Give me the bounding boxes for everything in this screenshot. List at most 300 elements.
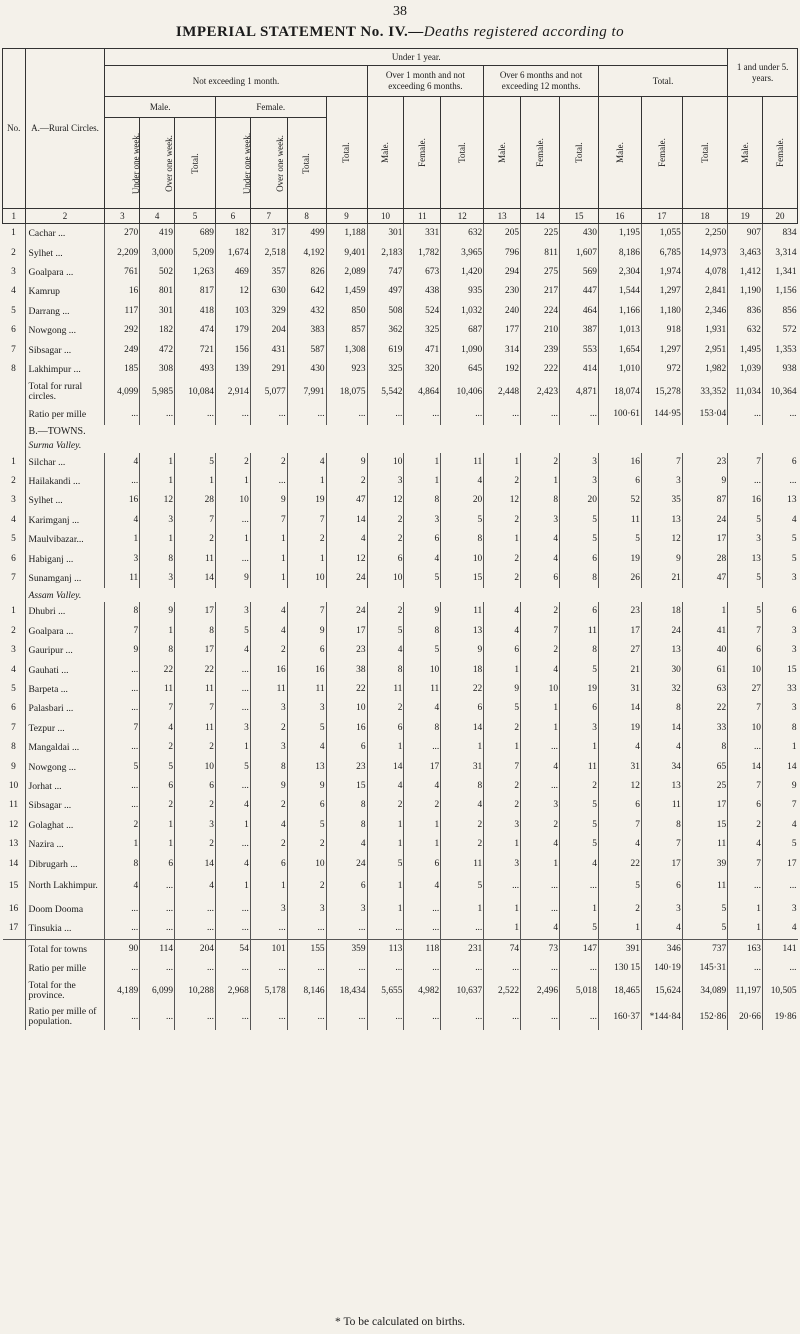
cell-col-12: 4 — [441, 472, 484, 491]
cell-col-14: ... — [521, 1004, 560, 1030]
cell-col-11: 673 — [404, 263, 441, 282]
cell-col-19: 1 — [728, 919, 763, 939]
cell-col-15: ... — [560, 405, 599, 424]
cell-col-3: ... — [105, 796, 140, 815]
cell-col-14: ... — [521, 738, 560, 757]
row-label: Dibrugarh ... — [25, 854, 105, 873]
cell-col-12: 18 — [441, 660, 484, 679]
cell-col-17: 15,624 — [641, 978, 682, 1004]
cell-col-11: ... — [404, 959, 441, 978]
cell-col-13: 6 — [484, 641, 521, 660]
cell-col-11: 1 — [404, 453, 441, 472]
cell-col-4: 308 — [140, 360, 175, 379]
title-main: IMPERIAL STATEMENT No. IV.— — [175, 24, 424, 40]
cell-col-9: 24 — [326, 569, 367, 588]
cell-col-7: 3 — [250, 900, 287, 919]
row-number: 10 — [8, 780, 19, 791]
table-row — [3, 719, 798, 738]
cell-col-13: 4 — [484, 602, 521, 621]
cell-col-15: 5 — [560, 796, 599, 815]
cell-col-5: 7 — [175, 511, 216, 530]
cell-col-14: 4 — [521, 835, 560, 854]
cell-col-12: 4 — [441, 796, 484, 815]
cell-col-8: 19 — [287, 491, 326, 510]
cell-col-7: 1 — [250, 874, 287, 900]
cell-col-11: 8 — [404, 719, 441, 738]
cell-col-15: 11 — [560, 622, 599, 641]
cell-col-4: 1 — [140, 816, 175, 835]
cell-col-4: 5,985 — [140, 379, 175, 405]
cell-col-8: 432 — [287, 302, 326, 321]
cell-col-3: 117 — [105, 302, 140, 321]
cell-col-20: 8 — [762, 719, 797, 738]
row-number — [3, 959, 26, 978]
table-row — [3, 379, 798, 405]
table-row — [3, 796, 798, 815]
cell-col-14: 811 — [521, 243, 560, 262]
cell-col-13: 7 — [484, 757, 521, 776]
cell-col-4: 1 — [140, 622, 175, 641]
row-label: Maulvibazar... — [25, 530, 105, 549]
row-label: Tezpur ... — [25, 719, 105, 738]
cell-col-5: ... — [175, 1004, 216, 1030]
cell-col-20: 938 — [762, 360, 797, 379]
cell-col-19: ... — [728, 405, 763, 424]
cell-col-8: 499 — [287, 224, 326, 244]
cell-col-19: ... — [728, 472, 763, 491]
cell-col-4: 502 — [140, 263, 175, 282]
table-row — [3, 622, 798, 641]
cell-col-12: 1,090 — [441, 340, 484, 359]
table-row — [3, 816, 798, 835]
cell-col-5: 10,288 — [175, 978, 216, 1004]
cell-col-13: ... — [484, 1004, 521, 1030]
cell-col-20: 4 — [762, 511, 797, 530]
table-row — [3, 321, 798, 340]
cell-col-16: 17 — [598, 622, 641, 641]
cell-col-5: 11 — [175, 549, 216, 568]
cell-col-11: ... — [404, 1004, 441, 1030]
cell-col-3: 1 — [105, 835, 140, 854]
cell-col-17: 35 — [641, 491, 682, 510]
cell-col-16: 18,074 — [598, 379, 641, 405]
row-number: 8 — [11, 742, 16, 753]
cell-col-9: 9,401 — [326, 243, 367, 262]
cell-col-19: 14 — [728, 757, 763, 776]
row-label: Surma Valley. — [25, 439, 797, 453]
row-label: Ratio per mille — [25, 959, 105, 978]
row-label: North Lakhimpur. — [25, 874, 105, 900]
cell-col-16: 12 — [598, 777, 641, 796]
cell-col-20: 5 — [762, 530, 797, 549]
cell-col-8: 3 — [287, 900, 326, 919]
row-number — [3, 425, 26, 439]
cell-col-4: 11 — [140, 680, 175, 699]
table-row — [3, 900, 798, 919]
cell-col-5: 5 — [175, 453, 216, 472]
row-label: Gauhati ... — [25, 660, 105, 679]
cell-col-10: 1 — [367, 835, 404, 854]
cell-col-17: 4 — [641, 738, 682, 757]
cell-col-6: 2 — [215, 453, 250, 472]
cell-col-13: 314 — [484, 340, 521, 359]
cell-col-17: 972 — [641, 360, 682, 379]
cell-col-7: 3 — [250, 699, 287, 718]
cell-col-16: 1,195 — [598, 224, 641, 244]
cell-col-16: 52 — [598, 491, 641, 510]
cell-col-17: 140·19 — [641, 959, 682, 978]
cell-col-12: 645 — [441, 360, 484, 379]
cell-col-14: ... — [521, 777, 560, 796]
row-label: Ratio per mille — [25, 405, 105, 424]
cell-col-16: 14 — [598, 699, 641, 718]
cell-col-19: 7 — [728, 622, 763, 641]
cell-col-16: 19 — [598, 549, 641, 568]
cell-col-3: 4 — [105, 874, 140, 900]
table-row — [3, 569, 798, 588]
cell-col-19: 1,495 — [728, 340, 763, 359]
cell-col-8: 13 — [287, 757, 326, 776]
cell-col-5: 17 — [175, 641, 216, 660]
cell-col-3: 16 — [105, 491, 140, 510]
row-number: 5 — [11, 534, 16, 545]
cell-col-9: 18,075 — [326, 379, 367, 405]
cell-col-5: 493 — [175, 360, 216, 379]
cell-col-18: 152·86 — [682, 1004, 727, 1030]
cell-col-20: 1,353 — [762, 340, 797, 359]
cell-col-18: 22 — [682, 699, 727, 718]
cell-col-8: 8,146 — [287, 978, 326, 1004]
cell-col-12: 11 — [441, 453, 484, 472]
cell-col-6: 4 — [215, 796, 250, 815]
cell-col-16: 2,304 — [598, 263, 641, 282]
cell-col-10: ... — [367, 1004, 404, 1030]
cell-col-13: 9 — [484, 680, 521, 699]
cell-col-7: ... — [250, 959, 287, 978]
header-col-9: Total. — [326, 97, 367, 209]
cell-col-17: 13 — [641, 777, 682, 796]
cell-col-14: 275 — [521, 263, 560, 282]
cell-col-3: 7 — [105, 622, 140, 641]
cell-col-7: 3 — [250, 738, 287, 757]
cell-col-4: 2 — [140, 796, 175, 815]
cell-col-10: 508 — [367, 302, 404, 321]
cell-col-18: 87 — [682, 491, 727, 510]
row-number: 6 — [11, 553, 16, 564]
cell-col-18: 5 — [682, 900, 727, 919]
cell-col-17: 9 — [641, 549, 682, 568]
cell-col-13: 205 — [484, 224, 521, 244]
cell-col-7: 16 — [250, 660, 287, 679]
row-number: 17 — [8, 923, 19, 934]
cell-col-9: 923 — [326, 360, 367, 379]
cell-col-13: 2 — [484, 719, 521, 738]
cell-col-4: ... — [140, 405, 175, 424]
cell-col-12: 8 — [441, 777, 484, 796]
column-number: 6 — [215, 209, 250, 224]
cell-col-10: ... — [367, 919, 404, 939]
cell-col-18: 737 — [682, 939, 727, 959]
cell-col-10: 325 — [367, 360, 404, 379]
cell-col-15: 19 — [560, 680, 599, 699]
cell-col-13: 192 — [484, 360, 521, 379]
cell-col-7: 1 — [250, 530, 287, 549]
header-over-6-months: Over 6 months and not exceeding 12 months. — [484, 66, 599, 97]
cell-col-18: 23 — [682, 453, 727, 472]
row-number: 4 — [11, 286, 16, 297]
cell-col-18: 61 — [682, 660, 727, 679]
row-label: Nowgong ... — [25, 321, 105, 340]
footnote: * To be calculated on births. — [335, 1316, 465, 1328]
cell-col-17: 3 — [641, 900, 682, 919]
cell-col-7: 2 — [250, 719, 287, 738]
cell-col-13: 3 — [484, 816, 521, 835]
cell-col-3: ... — [105, 738, 140, 757]
cell-col-10: 5 — [367, 854, 404, 873]
cell-col-3: 90 — [105, 939, 140, 959]
cell-col-11: 4,982 — [404, 978, 441, 1004]
table-row — [3, 641, 798, 660]
cell-col-14: 7 — [521, 622, 560, 641]
cell-col-13: 294 — [484, 263, 521, 282]
cell-col-20: 141 — [762, 939, 797, 959]
cell-col-7: 291 — [250, 360, 287, 379]
column-number: 16 — [598, 209, 641, 224]
table-row — [3, 549, 798, 568]
cell-col-20: 1,156 — [762, 282, 797, 301]
column-number: 17 — [641, 209, 682, 224]
column-number-row — [3, 209, 798, 224]
statement-table-wrapper — [2, 48, 798, 1030]
cell-col-5: 689 — [175, 224, 216, 244]
cell-col-5: 28 — [175, 491, 216, 510]
cell-col-4: 1 — [140, 472, 175, 491]
cell-col-9: 2 — [326, 472, 367, 491]
cell-col-13: 230 — [484, 282, 521, 301]
cell-col-12: 8 — [441, 530, 484, 549]
cell-col-16: 31 — [598, 757, 641, 776]
table-row — [3, 660, 798, 679]
cell-col-20: 9 — [762, 777, 797, 796]
cell-col-4: 472 — [140, 340, 175, 359]
cell-col-8: 1 — [287, 472, 326, 491]
cell-col-12: 1,420 — [441, 263, 484, 282]
cell-col-12: ... — [441, 1004, 484, 1030]
cell-col-11: 118 — [404, 939, 441, 959]
cell-col-9: 24 — [326, 854, 367, 873]
cell-col-15: 6 — [560, 602, 599, 621]
cell-col-20: 14 — [762, 757, 797, 776]
cell-col-3: ... — [105, 699, 140, 718]
row-number: 8 — [11, 363, 16, 374]
table-row — [3, 777, 798, 796]
cell-col-6: 4 — [215, 854, 250, 873]
cell-col-9: 6 — [326, 874, 367, 900]
cell-col-11: 8 — [404, 491, 441, 510]
cell-col-9: 18,434 — [326, 978, 367, 1004]
cell-col-4: 419 — [140, 224, 175, 244]
cell-col-9: 15 — [326, 777, 367, 796]
cell-col-18: 47 — [682, 569, 727, 588]
cell-col-9: 10 — [326, 699, 367, 718]
cell-col-12: 231 — [441, 939, 484, 959]
cell-col-10: 2 — [367, 796, 404, 815]
table-row — [3, 263, 798, 282]
cell-col-11: 471 — [404, 340, 441, 359]
cell-col-6: ... — [215, 405, 250, 424]
cell-col-12: 20 — [441, 491, 484, 510]
cell-col-5: 10 — [175, 757, 216, 776]
cell-col-16: 23 — [598, 602, 641, 621]
row-number: 2 — [11, 625, 16, 636]
row-number — [3, 405, 26, 424]
row-label: Assam Valley. — [25, 588, 797, 602]
cell-col-15: ... — [560, 1004, 599, 1030]
cell-col-9: 17 — [326, 622, 367, 641]
cell-col-5: 11 — [175, 719, 216, 738]
cell-col-14: 6 — [521, 569, 560, 588]
row-label: Nowgong ... — [25, 757, 105, 776]
cell-col-3: 11 — [105, 569, 140, 588]
column-number: 7 — [250, 209, 287, 224]
cell-col-16: 6 — [598, 796, 641, 815]
cell-col-4: 7 — [140, 699, 175, 718]
table-row — [3, 530, 798, 549]
cell-col-7: 6 — [250, 854, 287, 873]
column-number: 20 — [762, 209, 797, 224]
header-total: Total. — [598, 66, 727, 97]
cell-col-16: 31 — [598, 680, 641, 699]
cell-col-15: 5 — [560, 660, 599, 679]
cell-col-11: 1 — [404, 816, 441, 835]
cell-col-20: ... — [762, 874, 797, 900]
cell-col-3: 7 — [105, 719, 140, 738]
header-male-group: Male. — [105, 97, 216, 118]
cell-col-8: 11 — [287, 680, 326, 699]
cell-col-16: 2 — [598, 900, 641, 919]
cell-col-19: 6 — [728, 796, 763, 815]
cell-col-15: ... — [560, 874, 599, 900]
title-italic: Deaths registered according to — [423, 24, 625, 40]
cell-col-6: 179 — [215, 321, 250, 340]
row-number — [3, 978, 26, 1004]
cell-col-15: 6 — [560, 549, 599, 568]
cell-col-8: 587 — [287, 340, 326, 359]
cell-col-19: 10 — [728, 719, 763, 738]
cell-col-13: ... — [484, 959, 521, 978]
cell-col-5: 7 — [175, 699, 216, 718]
column-number: 8 — [287, 209, 326, 224]
row-label: Kamrup — [25, 282, 105, 301]
header-female-group: Female. — [215, 97, 326, 118]
cell-col-8: 5 — [287, 719, 326, 738]
cell-col-18: 1,982 — [682, 360, 727, 379]
row-label: Sibsagar ... — [25, 340, 105, 359]
cell-col-3: 292 — [105, 321, 140, 340]
cell-col-11: ... — [404, 405, 441, 424]
cell-col-14: 239 — [521, 340, 560, 359]
cell-col-3: ... — [105, 405, 140, 424]
table-header — [3, 49, 798, 224]
cell-col-16: 22 — [598, 854, 641, 873]
cell-col-19: ... — [728, 738, 763, 757]
cell-col-13: 1 — [484, 738, 521, 757]
column-number: 1 — [3, 209, 26, 224]
cell-col-7: 2 — [250, 835, 287, 854]
cell-col-18: 145·31 — [682, 959, 727, 978]
cell-col-5: ... — [175, 405, 216, 424]
cell-col-6: ... — [215, 680, 250, 699]
cell-col-8: 6 — [287, 796, 326, 815]
cell-col-17: 13 — [641, 641, 682, 660]
cell-col-17: 1,180 — [641, 302, 682, 321]
cell-col-11: 1 — [404, 835, 441, 854]
cell-col-17: 3 — [641, 472, 682, 491]
cell-col-17: 1,297 — [641, 282, 682, 301]
cell-col-10: 8 — [367, 660, 404, 679]
header-circles: A.—Rural Circles. — [25, 49, 105, 209]
cell-col-18: 15 — [682, 816, 727, 835]
cell-col-14: 1 — [521, 854, 560, 873]
cell-col-9: 12 — [326, 549, 367, 568]
header-no: No. — [3, 49, 26, 209]
cell-col-20: 13 — [762, 491, 797, 510]
cell-col-10: ... — [367, 405, 404, 424]
cell-col-3: 16 — [105, 282, 140, 301]
column-number: 4 — [140, 209, 175, 224]
cell-col-4: ... — [140, 959, 175, 978]
cell-col-7: 2 — [250, 641, 287, 660]
cell-col-11: 2 — [404, 796, 441, 815]
cell-col-14: 1 — [521, 699, 560, 718]
cell-col-9: ... — [326, 959, 367, 978]
cell-col-4: 182 — [140, 321, 175, 340]
cell-col-9: 4 — [326, 835, 367, 854]
cell-col-14: 8 — [521, 491, 560, 510]
cell-col-5: 1 — [175, 472, 216, 491]
row-label: Jorhat ... — [25, 777, 105, 796]
cell-col-3: 4 — [105, 511, 140, 530]
cell-col-18: 4,078 — [682, 263, 727, 282]
cell-col-3: 4 — [105, 453, 140, 472]
cell-col-16: 130 15 — [598, 959, 641, 978]
cell-col-16: 27 — [598, 641, 641, 660]
cell-col-8: 826 — [287, 263, 326, 282]
cell-col-10: 2 — [367, 602, 404, 621]
row-label: Nazira ... — [25, 835, 105, 854]
cell-col-8: 2 — [287, 874, 326, 900]
cell-col-8: 2 — [287, 530, 326, 549]
cell-col-6: 1 — [215, 874, 250, 900]
cell-col-9: ... — [326, 1004, 367, 1030]
cell-col-10: 2 — [367, 699, 404, 718]
cell-col-10: 11 — [367, 680, 404, 699]
cell-col-6: 156 — [215, 340, 250, 359]
cell-col-8: 5 — [287, 816, 326, 835]
cell-col-7: 1 — [250, 549, 287, 568]
cell-col-19: 7 — [728, 699, 763, 718]
cell-col-14: 4 — [521, 757, 560, 776]
cell-col-6: ... — [215, 549, 250, 568]
cell-col-3: 1 — [105, 530, 140, 549]
cell-col-4: 8 — [140, 641, 175, 660]
cell-col-4: ... — [140, 919, 175, 939]
cell-col-18: 33 — [682, 719, 727, 738]
cell-col-14: 2 — [521, 816, 560, 835]
cell-col-6: ... — [215, 699, 250, 718]
cell-col-6: 5 — [215, 757, 250, 776]
cell-col-19: 5 — [728, 602, 763, 621]
